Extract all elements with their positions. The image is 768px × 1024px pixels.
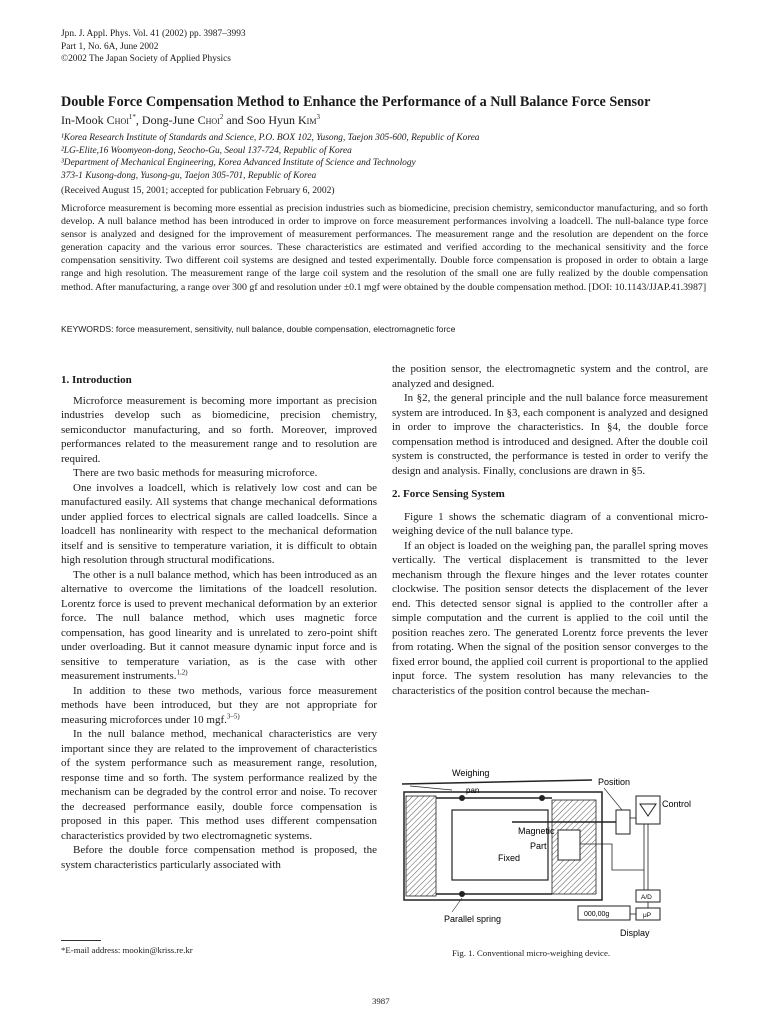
label-display: Display (620, 928, 650, 938)
affiliations (61, 132, 480, 182)
label-magnetic: Magnetic (518, 826, 555, 836)
affiliation-line: ³Department of Mechanical Engineering, Korea Advanced Institute of Science and Technology (61, 158, 416, 169)
weighing-pan-leader (410, 786, 452, 790)
right-column (392, 362, 708, 698)
label-ad: A/D (641, 894, 652, 901)
author-first-name: In-Mook (61, 113, 107, 127)
reference-mark: 3–5) (226, 711, 240, 720)
paragraph: In the null balance method, mechanical characteristics are very important since they are related to the improvement of characteristics of the system performance such as measurement range, resolution, response time and so forth. The system performance realized by the mechanism can be degraded by the control error and noise. To recover the decreased performance easily, double force compensation is proposed in this paper. This method uses different compensation characteristics provided by two electromagnetic systems. (61, 728, 377, 842)
paragraph: In §2, the general principle and the null balance force measurement system are introduced. In §3, each component is analyzed and designed in order to improve the characteristics. In §4, the double force compensation method is introduced and designed. After the double coil system is constructed, the performance is tested in order to verify the design and analysis. Finally, conclusions are drawn in §5. (392, 392, 708, 477)
flexure-hinge (539, 795, 545, 801)
footnote-rule (61, 940, 101, 941)
footnote-email: *E-mail address: mookin@kriss.re.kr (61, 945, 193, 955)
author-surname: Kim (297, 113, 317, 127)
journal-citation: Jpn. J. Appl. Phys. Vol. 41 (2002) pp. 3987–3993 (61, 29, 246, 39)
section-heading-introduction: 1. Introduction (61, 374, 132, 386)
section-heading-force-sensing: 2. Force Sensing System (392, 488, 505, 500)
coil (558, 830, 580, 860)
paragraph: There are two basic methods for measuring microforce. (73, 467, 318, 479)
figure-caption: Fig. 1. Conventional micro-weighing device. (452, 948, 611, 958)
paragraph: the position sensor, the electromagnetic system and the control, are analyzed and designed. (392, 363, 708, 390)
label-parallel-spring: Parallel spring (444, 914, 502, 924)
label-position: Position (598, 777, 631, 787)
paragraph-text: In addition to these two methods, various force measurement methods have been introduced, but they are not appropriate for measuring microforces under 10 mgf. (61, 684, 377, 726)
weighing-pan-line (402, 780, 592, 784)
fixed-wall (406, 796, 436, 896)
flexure-hinge (459, 795, 465, 801)
label-readout: 000,00g (584, 911, 610, 918)
journal-header (61, 28, 246, 66)
reference-mark: 1,2) (176, 668, 188, 677)
label-pan: pan (466, 786, 480, 795)
paragraph: One involves a loadcell, which is relatively low cost and can be manufactured easily. All systems that change mechanical deformations under applied forces to electrical signals are called loadcells. Since a loadcell has nonlinearity with respect to the mechanical deformation itself and is sensitive to temperature variation, it is difficult to obtain high resolution through structural modifications. (61, 481, 377, 566)
label-fixed: Fixed (498, 853, 521, 863)
position-sensor (616, 810, 630, 834)
figure-micro-weighing-device (392, 760, 710, 945)
paragraph (61, 568, 377, 684)
author-affiliation-mark: 3 (316, 113, 320, 121)
paragraph: If an object is loaded on the weighing pan, the parallel spring moves vertically. The vertical displacement is transmitted to the lever mechanism through the flexure hinges and the lever rotates counter clockwise. The position sensor detects the displacement of the lever end. This detected sensor signal is applied to the controller after a simple computation and the current is applied to the coil until the position reaches zero. The generated Lorentz force prevents the lever from rotating. When the signal of the position sensor converges to the fixed error bound, the applied coil current is proportional to the applied input force. The system resolution has many relevancies to the characteristics of the position control because the mechan- (392, 539, 708, 697)
received-dates: (Received August 15, 2001; accepted for publication February 6, 2002) (61, 185, 335, 196)
affiliation-line: 373-1 Kusong-dong, Yusong-gu, Taejon 305-701, Republic of Korea (61, 170, 317, 181)
keywords: KEYWORDS: force measurement, sensitivity, null balance, double compensation, electromagnetic force (61, 324, 456, 334)
author-first-name: Dong-June (141, 113, 198, 127)
paragraph: Figure 1 shows the schematic diagram of a conventional micro-weighing device of the null balance type. (392, 510, 708, 537)
paragraph: Microforce measurement is becoming more important as precision industries develop such as biomedicine, precision chemistry, semiconductor manufacturing, and so forth. Moreover, improved performances related to the measurement range and to resolution are required. (61, 394, 377, 465)
paper-title: Double Force Compensation Method to Enhance the Performance of a Null Balance Force Sensor (61, 94, 651, 110)
journal-copyright: ©2002 The Japan Society of Applied Physics (61, 54, 231, 65)
journal-issue: Part 1, No. 6A, June 2002 (61, 41, 159, 52)
paragraph-text: The other is a null balance method, which has been introduced as an alternative to overcome the limitations of the loadcell resolution. Lorentz force is used to prevent mechanical deformation by an exterior force. The null balance method, which uses magnetic force compensation, has good linearity and is unrelated to zero-point shift under overloading. But it cannot measure dynamic input force and is sensitive to temperature variation, as is the case with other measurement instruments. (61, 568, 377, 682)
author-affiliation-mark: 2 (219, 113, 224, 121)
label-part: Part (530, 841, 547, 851)
paragraph (61, 684, 377, 728)
position-leader (604, 788, 622, 810)
paragraph: Before the double force compensation method is proposed, the system characteristics particularly associated with (61, 844, 377, 871)
affiliation-line: ²LG-Elite,16 Woomyeon-dong, Seocho-Gu, Seoul 137-724, Republic of Korea (61, 145, 352, 156)
author-first-name: Soo Hyun (246, 113, 298, 127)
label-weighing: Weighing (452, 768, 490, 778)
author-affiliation-mark: 1* (128, 113, 136, 121)
page-number: 3987 (372, 996, 390, 1006)
author-surname: Choi (106, 113, 129, 127)
abstract: Microforce measurement is becoming more essential as precision industries such as biomedicine, precision chemistry, semiconductor manufacturing, and so forth develop. A null balance method has been introduced in order to improve on force measurement performances involving a loadcell. The null-balance type force sensor is analyzed and designed for the improvement of measurement performances. The measurement range and the resolution are dependent on the force generation capacity and the various error sources. These characteristics are estimated and verified according to the mechanical sensitivity and the force compensation sensitivity. Two different coil systems are designed and tested experimentally. Double force compensation is proposed in order to obtain a large range and high resolution. The measurement range of the large coil system and the resolution of the small one are fully realized by the double compensation method. After manufacturing, a range over 300 gf and resolution under ±0.1 mgf were obtained by the double compensation method. [DOI: 10.1143/JJAP.41.3987] (61, 203, 708, 293)
left-column (61, 373, 377, 872)
flexure-hinge (459, 891, 465, 897)
author-list: In-Mook Choi$^{1*}$, Dong-June Choi$^2$ and Soo Hyun Kim$^3$ (61, 113, 320, 127)
label-control: Control (662, 799, 692, 809)
author-surname: Choi (197, 113, 220, 127)
affiliation-line: ¹Korea Research Institute of Standards and Science, P.O. BOX 102, Yusong, Taejon 305-600, Republic of Korea (61, 133, 480, 143)
control-box (636, 796, 660, 824)
label-up: μP (643, 912, 652, 919)
